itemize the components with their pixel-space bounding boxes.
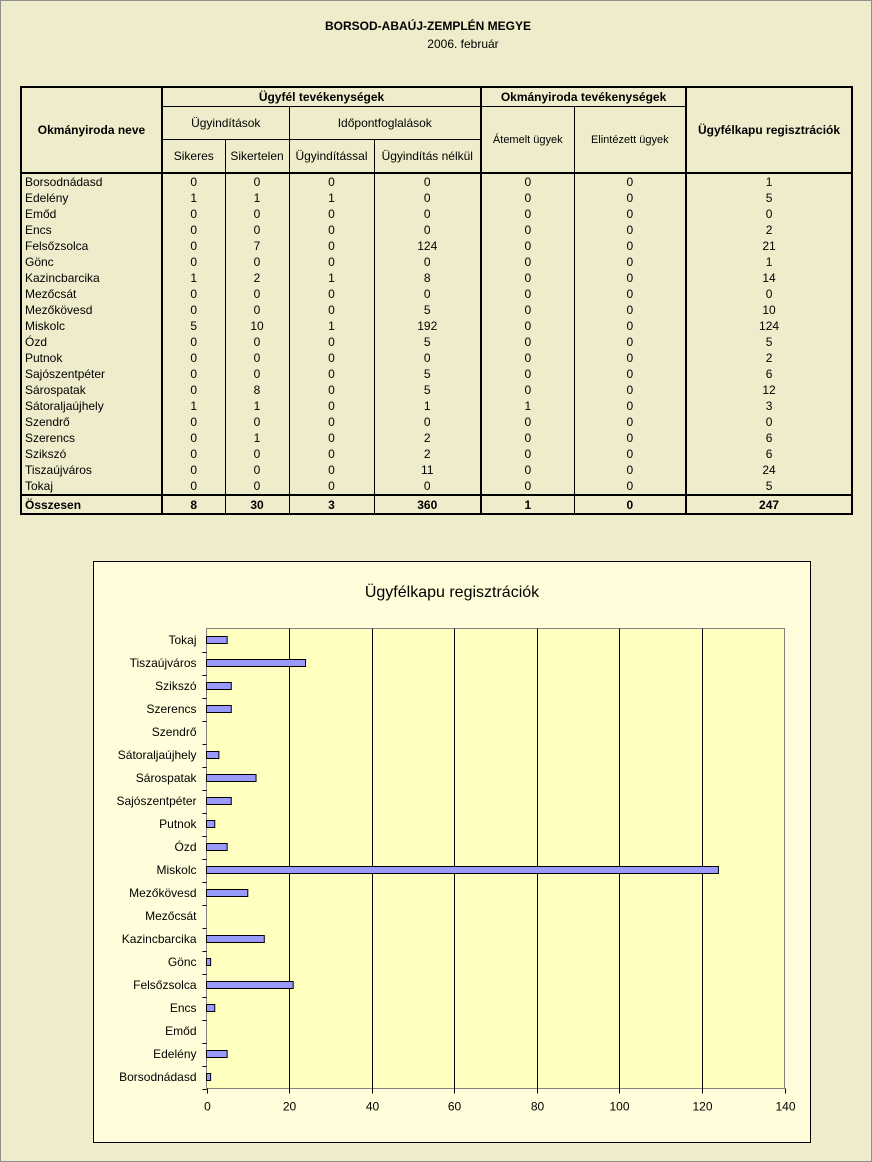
value-cell: 124	[374, 238, 481, 254]
value-cell: 0	[481, 222, 574, 238]
value-cell: 0	[225, 222, 289, 238]
value-cell: 0	[289, 302, 374, 318]
registrations-chart	[93, 561, 811, 1143]
value-cell: 0	[374, 190, 481, 206]
value-cell: 0	[481, 190, 574, 206]
table-row	[21, 446, 852, 462]
value-cell: 8	[374, 270, 481, 286]
value-cell: 0	[574, 190, 686, 206]
plot-area	[207, 629, 785, 1089]
page-subtitle: 2006. február	[427, 37, 499, 51]
value-cell: 6	[686, 446, 852, 462]
value-cell: 0	[374, 206, 481, 222]
table-row	[21, 334, 852, 350]
x-tick-label: 140	[775, 1099, 796, 1114]
value-cell: 0	[225, 302, 289, 318]
office-name-cell: Szendrő	[21, 414, 162, 430]
y-tick-label: Putnok	[159, 817, 197, 831]
value-cell: 0	[162, 238, 225, 254]
value-cell: 0	[481, 173, 574, 190]
y-tick-label: Tokaj	[168, 633, 197, 647]
office-name-cell: Encs	[21, 222, 162, 238]
value-cell: 0	[225, 414, 289, 430]
value-cell: 0	[289, 173, 374, 190]
office-name-cell: Emőd	[21, 206, 162, 222]
value-cell: 0	[374, 254, 481, 270]
office-name-cell: Tokaj	[21, 478, 162, 495]
value-cell: 0	[574, 350, 686, 366]
value-cell: 0	[289, 382, 374, 398]
x-tick-label: 80	[530, 1099, 545, 1114]
office-name-cell: Miskolc	[21, 318, 162, 334]
y-tick-label: Sárospatak	[135, 771, 197, 785]
header-appointments: Időpontfoglalások	[289, 107, 481, 140]
y-tick-label: Ózd	[174, 840, 197, 854]
value-cell: 3	[686, 398, 852, 414]
header-successful: Sikeres	[162, 140, 225, 174]
value-cell: 1	[225, 190, 289, 206]
bar	[207, 890, 248, 897]
x-tick-label: 100	[609, 1099, 630, 1114]
bar	[207, 867, 719, 874]
value-cell: 0	[574, 446, 686, 462]
value-cell: 0	[574, 238, 686, 254]
bar	[207, 821, 215, 828]
value-cell: 0	[574, 270, 686, 286]
value-cell: 5	[374, 334, 481, 350]
value-cell: 1	[225, 398, 289, 414]
value-cell: 0	[289, 414, 374, 430]
value-cell: 2	[374, 430, 481, 446]
office-name-cell: Sárospatak	[21, 382, 162, 398]
x-tick-label: 120	[692, 1099, 713, 1114]
value-cell: 0	[162, 254, 225, 270]
statistics-table	[20, 86, 853, 515]
x-tick-label: 60	[447, 1099, 462, 1114]
value-cell: 0	[162, 414, 225, 430]
value-cell: 0	[374, 286, 481, 302]
value-cell: 0	[481, 286, 574, 302]
value-cell: 0	[162, 382, 225, 398]
value-cell: 192	[374, 318, 481, 334]
table-row	[21, 382, 852, 398]
value-cell: 0	[162, 302, 225, 318]
value-cell: 10	[686, 302, 852, 318]
value-cell: 0	[225, 254, 289, 270]
value-cell: 0	[574, 382, 686, 398]
office-name-cell: Mezőcsát	[21, 286, 162, 302]
header-completed: Elintézett ügyek	[574, 107, 686, 174]
header-registrations: Ügyfélkapu regisztrációk	[686, 87, 852, 173]
value-cell: 2	[686, 222, 852, 238]
table-row	[21, 430, 852, 446]
bar	[207, 1074, 211, 1081]
value-cell: 0	[574, 366, 686, 382]
office-name-cell: Sátoraljaújhely	[21, 398, 162, 414]
table-row	[21, 366, 852, 382]
value-cell: 2	[686, 350, 852, 366]
value-cell: 0	[481, 302, 574, 318]
value-cell: 0	[289, 478, 374, 495]
office-name-cell: Kazincbarcika	[21, 270, 162, 286]
value-cell: 0	[162, 206, 225, 222]
value-cell: 5	[374, 302, 481, 318]
bar	[207, 752, 219, 759]
value-cell: 0	[481, 270, 574, 286]
value-cell: 11	[374, 462, 481, 478]
office-name-cell: Szikszó	[21, 446, 162, 462]
table-row	[21, 350, 852, 366]
value-cell: 0	[574, 318, 686, 334]
value-cell: 0	[574, 478, 686, 495]
value-cell: 0	[162, 430, 225, 446]
value-cell: 1	[686, 173, 852, 190]
value-cell: 124	[686, 318, 852, 334]
value-cell: 0	[225, 478, 289, 495]
bar	[207, 844, 228, 851]
y-tick-label: Kazincbarcika	[121, 932, 197, 946]
value-cell: 0	[289, 350, 374, 366]
header-with-initiation: Ügyindítással	[289, 140, 374, 174]
bar	[207, 936, 265, 943]
bar	[207, 798, 232, 805]
office-name-cell: Szerencs	[21, 430, 162, 446]
table-row	[21, 270, 852, 286]
value-cell: 0	[574, 302, 686, 318]
total-cell: 30	[225, 495, 289, 514]
bar	[207, 683, 232, 690]
y-tick-label: Sátoraljaújhely	[117, 748, 197, 762]
value-cell: 0	[289, 238, 374, 254]
bar	[207, 637, 228, 644]
value-cell: 0	[574, 462, 686, 478]
value-cell: 0	[481, 366, 574, 382]
total-cell: 3	[289, 495, 374, 514]
header-initiations: Ügyindítások	[162, 107, 289, 140]
header-transferred: Átemelt ügyek	[481, 107, 574, 174]
value-cell: 1	[289, 318, 374, 334]
table-row	[21, 206, 852, 222]
value-cell: 0	[162, 462, 225, 478]
value-cell: 0	[289, 286, 374, 302]
table-row	[21, 238, 852, 254]
value-cell: 0	[289, 398, 374, 414]
value-cell: 0	[481, 238, 574, 254]
office-name-cell: Borsodnádasd	[21, 173, 162, 190]
x-tick-label: 20	[282, 1099, 297, 1114]
value-cell: 24	[686, 462, 852, 478]
office-name-cell: Edelény	[21, 190, 162, 206]
value-cell: 0	[225, 334, 289, 350]
value-cell: 0	[162, 222, 225, 238]
table-total-row	[21, 495, 852, 514]
value-cell: 0	[225, 173, 289, 190]
value-cell: 5	[374, 366, 481, 382]
header-client-activities: Ügyfél tevékenységek	[162, 87, 481, 107]
value-cell: 0	[574, 286, 686, 302]
table-row	[21, 286, 852, 302]
value-cell: 0	[289, 334, 374, 350]
office-name-cell: Mezőkövesd	[21, 302, 162, 318]
value-cell: 0	[481, 446, 574, 462]
value-cell: 0	[162, 173, 225, 190]
value-cell: 0	[162, 446, 225, 462]
value-cell: 0	[574, 414, 686, 430]
table-row	[21, 414, 852, 430]
y-tick-label: Szerencs	[146, 702, 197, 716]
value-cell: 0	[162, 478, 225, 495]
value-cell: 2	[225, 270, 289, 286]
value-cell: 0	[481, 382, 574, 398]
value-cell: 1	[289, 190, 374, 206]
chart-title: Ügyfélkapu regisztrációk	[364, 584, 540, 601]
value-cell: 0	[574, 254, 686, 270]
value-cell: 1	[225, 430, 289, 446]
value-cell: 0	[374, 414, 481, 430]
value-cell: 1	[162, 398, 225, 414]
value-cell: 1	[162, 270, 225, 286]
table-row	[21, 398, 852, 414]
header-failed: Sikertelen	[225, 140, 289, 174]
value-cell: 1	[162, 190, 225, 206]
bar	[207, 959, 211, 966]
value-cell: 0	[574, 398, 686, 414]
table-row	[21, 462, 852, 478]
header-office-name: Okmányiroda neve	[21, 87, 162, 173]
bar	[207, 775, 257, 782]
y-tick-label: Felsőzsolca	[133, 978, 197, 992]
value-cell: 0	[481, 254, 574, 270]
value-cell: 0	[374, 350, 481, 366]
value-cell: 0	[162, 334, 225, 350]
bar	[207, 1005, 215, 1012]
value-cell: 0	[289, 254, 374, 270]
value-cell: 5	[686, 190, 852, 206]
y-tick-label: Borsodnádasd	[119, 1070, 197, 1084]
value-cell: 0	[574, 430, 686, 446]
value-cell: 0	[374, 478, 481, 495]
office-name-cell: Putnok	[21, 350, 162, 366]
value-cell: 0	[162, 366, 225, 382]
value-cell: 0	[481, 206, 574, 222]
value-cell: 0	[225, 462, 289, 478]
value-cell: 0	[289, 462, 374, 478]
value-cell: 0	[574, 334, 686, 350]
y-tick-label: Szendrő	[151, 725, 197, 739]
value-cell: 0	[481, 414, 574, 430]
total-cell: 0	[574, 495, 686, 514]
table-row	[21, 478, 852, 495]
page-title: BORSOD-ABAÚJ-ZEMPLÉN MEGYE	[324, 19, 531, 33]
value-cell: 12	[686, 382, 852, 398]
y-tick-label: Gönc	[167, 955, 197, 969]
y-tick-label: Mezőkövesd	[129, 886, 197, 900]
bar	[207, 1051, 228, 1058]
value-cell: 0	[225, 350, 289, 366]
value-cell: 14	[686, 270, 852, 286]
table-row	[21, 222, 852, 238]
y-tick-label: Encs	[169, 1001, 197, 1015]
value-cell: 21	[686, 238, 852, 254]
table-row	[21, 302, 852, 318]
value-cell: 0	[574, 222, 686, 238]
office-name-cell: Ózd	[21, 334, 162, 350]
value-cell: 0	[481, 478, 574, 495]
value-cell: 1	[289, 270, 374, 286]
value-cell: 0	[162, 350, 225, 366]
table-row	[21, 190, 852, 206]
value-cell: 7	[225, 238, 289, 254]
office-name-cell: Gönc	[21, 254, 162, 270]
header-without-initiation: Ügyindítás nélkül	[374, 140, 481, 174]
office-name-cell: Sajószentpéter	[21, 366, 162, 382]
bar	[207, 982, 294, 989]
value-cell: 5	[374, 382, 481, 398]
value-cell: 0	[574, 206, 686, 222]
value-cell: 0	[574, 173, 686, 190]
value-cell: 0	[686, 286, 852, 302]
value-cell: 6	[686, 366, 852, 382]
table-row	[21, 254, 852, 270]
bar	[207, 706, 232, 713]
value-cell: 0	[686, 206, 852, 222]
y-tick-label: Mezőcsát	[145, 909, 197, 923]
value-cell: 0	[225, 446, 289, 462]
value-cell: 0	[225, 206, 289, 222]
value-cell: 1	[686, 254, 852, 270]
value-cell: 6	[686, 430, 852, 446]
value-cell: 0	[289, 446, 374, 462]
y-tick-label: Tiszaújváros	[129, 656, 197, 670]
value-cell: 0	[162, 286, 225, 302]
value-cell: 0	[225, 366, 289, 382]
value-cell: 1	[481, 398, 574, 414]
y-tick-label: Sajószentpéter	[116, 794, 197, 808]
x-tick-label: 0	[204, 1099, 211, 1114]
value-cell: 0	[481, 430, 574, 446]
value-cell: 5	[162, 318, 225, 334]
total-cell: 8	[162, 495, 225, 514]
value-cell: 0	[225, 286, 289, 302]
value-cell: 0	[481, 318, 574, 334]
value-cell: 1	[374, 398, 481, 414]
value-cell: 10	[225, 318, 289, 334]
value-cell: 0	[289, 366, 374, 382]
value-cell: 5	[686, 334, 852, 350]
value-cell: 0	[481, 350, 574, 366]
value-cell: 0	[374, 222, 481, 238]
y-tick-label: Miskolc	[156, 863, 197, 877]
value-cell: 0	[289, 206, 374, 222]
table-row	[21, 318, 852, 334]
value-cell: 8	[225, 382, 289, 398]
value-cell: 0	[481, 334, 574, 350]
value-cell: 0	[289, 430, 374, 446]
bar	[207, 660, 306, 667]
total-cell: 360	[374, 495, 481, 514]
value-cell: 2	[374, 446, 481, 462]
value-cell: 5	[686, 478, 852, 495]
y-tick-label: Emőd	[165, 1024, 197, 1038]
x-tick-label: 40	[365, 1099, 380, 1114]
total-cell: 1	[481, 495, 574, 514]
value-cell: 0	[374, 173, 481, 190]
y-tick-label: Edelény	[153, 1047, 197, 1061]
value-cell: 0	[289, 222, 374, 238]
chart-svg	[94, 562, 810, 1142]
office-name-cell: Felsőzsolca	[21, 238, 162, 254]
header-office-activities: Okmányiroda tevékenységek	[481, 87, 686, 107]
value-cell: 0	[481, 462, 574, 478]
y-tick-label: Szikszó	[155, 679, 197, 693]
total-cell: 247	[686, 495, 852, 514]
value-cell: 0	[686, 414, 852, 430]
office-name-cell: Tiszaújváros	[21, 462, 162, 478]
table-row	[21, 173, 852, 190]
total-label: Összesen	[21, 495, 162, 514]
